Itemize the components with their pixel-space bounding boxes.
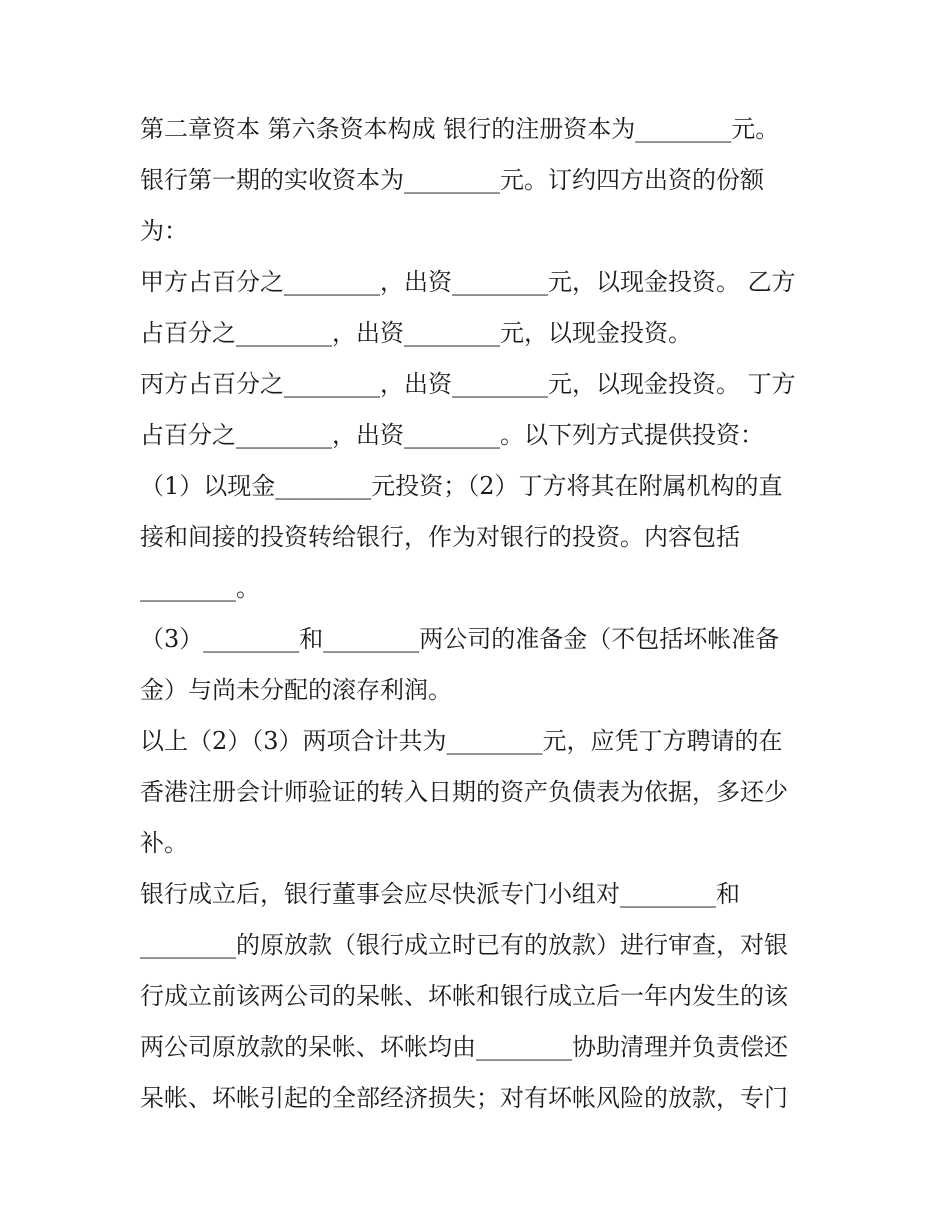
text-line: 占百分之________，出资________元，以现金投资。 (140, 319, 692, 347)
text-line: 两公司原放款的呆帐、坏帐均由________协助清理并负责偿还 (140, 1033, 788, 1061)
text-line: 甲方占百分之________，出资________元，以现金投资。 乙方 (140, 268, 796, 296)
document-body (140, 104, 820, 1124)
text-line: 补。 (140, 829, 188, 857)
text-line: 香港注册会计师验证的转入日期的资产负债表为依据，多还少 (140, 778, 788, 806)
text-line: 接和间接的投资转给银行，作为对银行的投资。内容包括 (140, 523, 740, 551)
text-line: 为： (140, 217, 188, 245)
text-line: 金）与尚未分配的滚存利润。 (140, 676, 452, 704)
text-line: （1）以现金________元投资；（2）丁方将其在附属机构的直 (140, 472, 783, 500)
text-line: ________。 (140, 574, 260, 602)
text-line: 丙方占百分之________，出资________元，以现金投资。 丁方 (140, 370, 796, 398)
text-line: 行成立前该两公司的呆帐、坏帐和银行成立后一年内发生的该 (140, 982, 788, 1010)
text-line: ________的原放款（银行成立时已有的放款）进行审查，对银 (140, 931, 788, 959)
text-line: 第二章资本 第六条资本构成 银行的注册资本为________元。 (140, 115, 780, 143)
text-line: 呆帐、坏帐引起的全部经济损失；对有坏帐风险的放款，专门 (140, 1084, 788, 1112)
text-line: 银行成立后，银行董事会应尽快派专门小组对________和 (140, 880, 740, 908)
text-line: 以上（2）（3）两项合计共为________元，应凭丁方聘请的在 (140, 727, 783, 755)
text-line: 银行第一期的实收资本为________元。订约四方出资的份额 (140, 166, 764, 194)
text-line: 占百分之________，出资________。以下列方式提供投资： (140, 421, 764, 449)
text-line: （3）________和________两公司的准备金（不包括坏帐准备 (140, 625, 780, 653)
